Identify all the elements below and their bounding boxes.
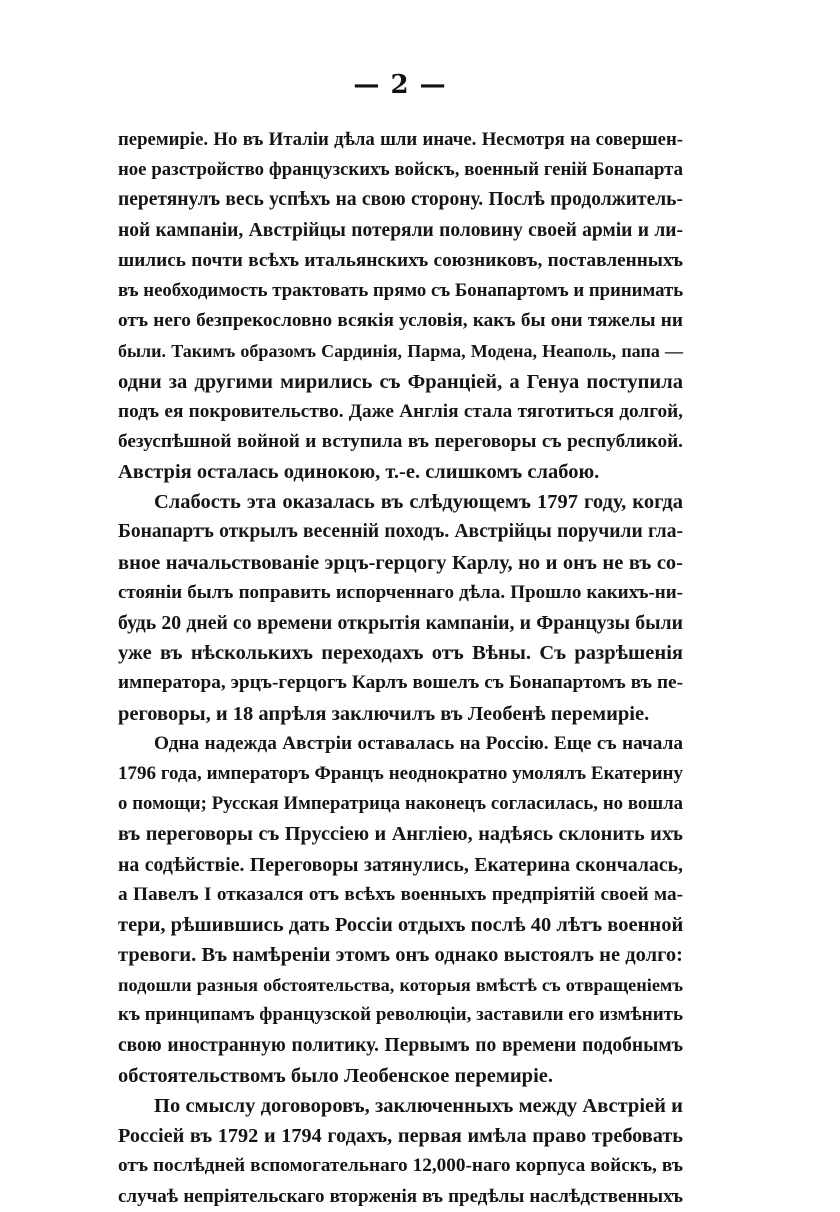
text-line: шились почти всѣхъ итальянскихъ союзниковъ, поставленныхъ xyxy=(118,249,683,271)
body-text xyxy=(118,125,683,1212)
text-line: подъ ея покровительство. Даже Англія стала тяготиться долгой, xyxy=(118,400,683,422)
text-line: императора, эрцъ-герцогъ Карлъ вошелъ съ Бонапартомъ въ пе- xyxy=(118,672,683,694)
text-line: вное начальствованіе эрцъ-герцогу Карлу, но и онъ не въ со- xyxy=(118,551,683,574)
text-line: Австрія осталась одинокою, т.-е. слишкомъ слабою. xyxy=(118,461,600,484)
text-line: случаѣ непріятельскаго вторженія въ предѣлы наслѣдственныхъ xyxy=(118,1185,683,1207)
text-line: свою иностранную политику. Первымъ по времени подобнымъ xyxy=(118,1034,683,1056)
text-line: По смыслу договоровъ, заключенныхъ между Австріей и xyxy=(154,1095,683,1117)
text-line: тревоги. Въ намѣреніи этомъ онъ однако выстоялъ не долго: xyxy=(118,944,683,967)
text-line: тери, рѣшившись дать Россіи отдыхъ послѣ 40 лѣтъ военной xyxy=(118,913,684,936)
text-line: къ принципамъ французской революціи, заставили его измѣнить xyxy=(118,1004,684,1026)
text-line: стояніи былъ поправить испорченнаго дѣла. Прошло какихъ-ни- xyxy=(118,581,683,603)
text-line: подошли разныя обстоятельства, которыя вмѣстѣ съ отвращеніемъ xyxy=(118,975,683,996)
text-line: перемиріе. Но въ Италіи дѣла шли иначе. Несмотря на совершен- xyxy=(118,129,683,150)
text-line: Россіей въ 1792 и 1794 годахъ, первая имѣла право требовать xyxy=(118,1125,683,1148)
text-line: отъ послѣдней вспомогательнаго 12,000-наго корпуса войскъ, въ xyxy=(118,1155,683,1177)
text-line: на содѣйствіе. Переговоры затянулись, Екатерина скончалась, xyxy=(118,853,683,876)
text-line: были. Такимъ образомъ Сардинія, Парма, Модена, Неаполь, папа — xyxy=(118,341,683,362)
text-line: перетянулъ весь успѣхъ на свою сторону. Послѣ продолжитель- xyxy=(118,189,683,211)
text-line: Одна надежда Австріи оставалась на Россію. Еще съ начала xyxy=(154,732,683,754)
text-line: въ необходимость трактовать прямо съ Бонапартомъ и принимать xyxy=(118,279,684,301)
text-line: обстоятельствомъ было Леобенское перемиріе. xyxy=(118,1064,553,1087)
text-line: въ переговоры съ Пруссіею и Англіею, надѣясь склонить ихъ xyxy=(118,823,683,846)
text-line: 1796 года, императоръ Францъ неоднократно умолялъ Екатерину xyxy=(118,762,683,784)
text-line: ной кампаніи, Австрійцы потеряли половину своей арміи и ли- xyxy=(118,219,683,241)
text-line: ное разстройство французскихъ войскъ, военный геній Бонапарта xyxy=(118,159,683,181)
text-line: отъ него безпрекословно всякія условія, какъ бы они тяжелы ни xyxy=(118,310,683,332)
text-line: уже въ нѣсколькихъ переходахъ отъ Вѣны. Съ разрѣшенія xyxy=(118,642,683,665)
page-number: — 2 — xyxy=(353,70,447,100)
text-line: безуспѣшной войной и вступила въ переговоры съ республикой. xyxy=(118,430,683,452)
text-line: а Павелъ I отказался отъ всѣхъ военныхъ предпріятій своей ма- xyxy=(118,883,683,905)
text-line: будь 20 дней со времени открытія кампаніи, и Французы были xyxy=(118,612,683,634)
text-line: одни за другими мирились съ Франціей, а Генуа поступила xyxy=(118,370,683,393)
text-line: реговоры, и 18 апрѣля заключилъ въ Леобенѣ перемиріе. xyxy=(118,702,650,725)
text-line: о помощи; Русская Императрица наконецъ согласилась, но вошла xyxy=(118,793,683,815)
text-line: Слабость эта оказалась въ слѣдующемъ 1797 году, когда xyxy=(154,491,683,514)
text-line: Бонапартъ открылъ весенній походъ. Австрійцы поручили гла- xyxy=(118,521,683,543)
